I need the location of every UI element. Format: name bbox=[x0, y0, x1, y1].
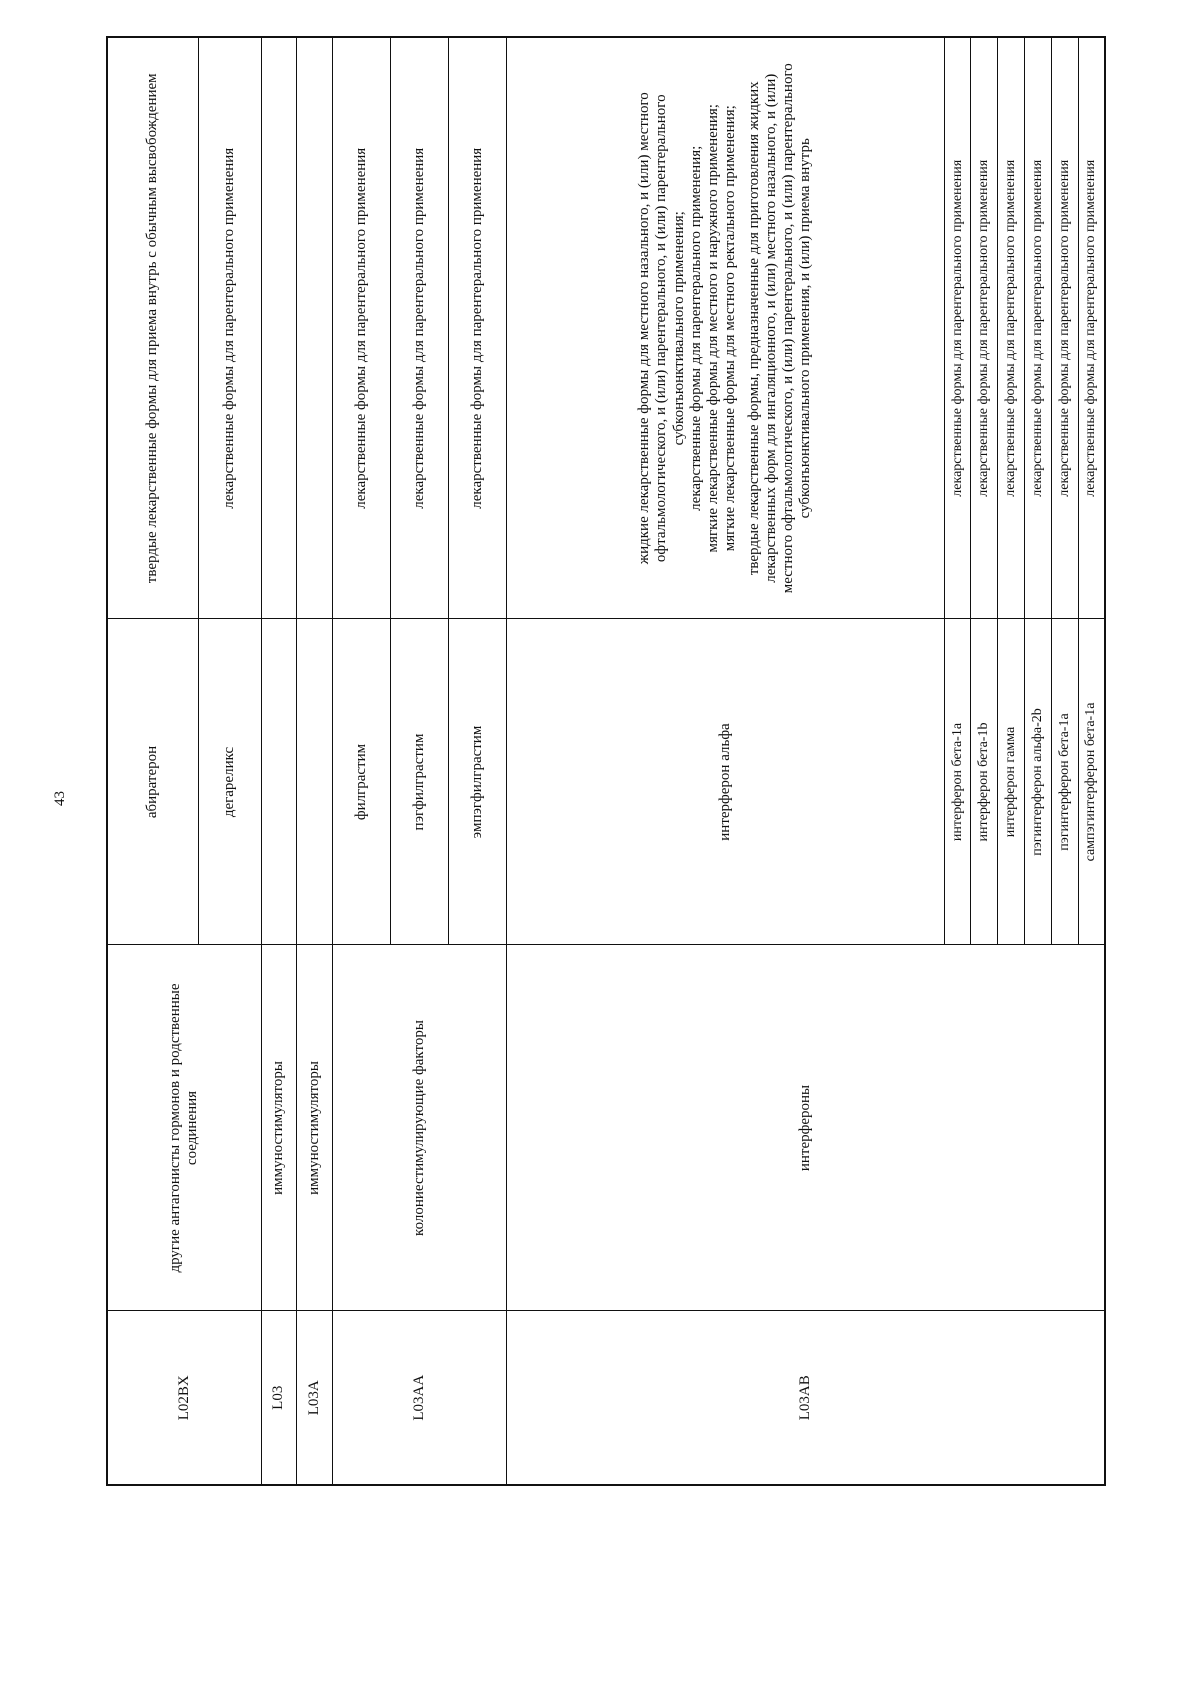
drug-cell: сампэгинтерферон бета-1a bbox=[1078, 619, 1105, 945]
drug-cell: дегареликс bbox=[199, 619, 262, 945]
forms-cell bbox=[297, 37, 333, 619]
forms-cell: лекарственные формы для парентерального применения bbox=[199, 37, 262, 619]
atc-code-cell: L02BX bbox=[107, 1311, 261, 1485]
drug-cell: филграстим bbox=[332, 619, 390, 945]
rotated-table-wrapper bbox=[106, 38, 1106, 1486]
forms-cell: лекарственные формы для парентерального применения bbox=[1051, 37, 1078, 619]
drug-cell: интерферон бета-1b bbox=[971, 619, 998, 945]
drug-cell: интерферон бета-1a bbox=[944, 619, 971, 945]
forms-line: твердые лекарственные формы, предназначенные для приготовления жидких лекарственных форм для ингаляционного, и (или) местного назального, и (или) местного офтальмологического, и (или) парентерального, и (или) парентерального субконъюнктивального применения, и (или) приема внутрь bbox=[745, 63, 814, 594]
group-cell: другие антагонисты гормонов и родственные соединения bbox=[107, 945, 261, 1311]
forms-cell: твердые лекарственные формы для приема внутрь с обычным высвобождением bbox=[107, 37, 199, 619]
forms-line: лекарственные формы для парентерального применения; bbox=[687, 145, 704, 511]
forms-line: мягкие лекарственные формы для местного и наружного применения; bbox=[705, 104, 722, 553]
drug-cell: абиратерон bbox=[107, 619, 199, 945]
group-cell: интерфероны bbox=[507, 945, 1105, 1311]
drug-cell bbox=[261, 619, 297, 945]
forms-line: жидкие лекарственные формы для местного назального, и (или) местного офтальмологического, и (или) парентерального, и (или) парентерального субконъюнктивального применения; bbox=[636, 92, 687, 565]
drug-cell: пэгинтерферон альфа-2b bbox=[1025, 619, 1052, 945]
forms-cell: лекарственные формы для парентерального применения bbox=[391, 37, 449, 619]
drug-cell: пэгфилграстим bbox=[391, 619, 449, 945]
forms-cell-multiline bbox=[507, 37, 945, 619]
forms-cell: лекарственные формы для парентерального применения bbox=[332, 37, 390, 619]
drug-cell: интерферон гамма bbox=[998, 619, 1025, 945]
forms-line: мягкие лекарственные формы для местного ректального применения; bbox=[722, 105, 739, 552]
atc-code-cell: L03AA bbox=[332, 1311, 506, 1485]
atc-code-cell: L03A bbox=[297, 1311, 333, 1485]
forms-cell: лекарственные формы для парентерального применения bbox=[1025, 37, 1052, 619]
drug-cell: пэгинтерферон бета-1a bbox=[1051, 619, 1078, 945]
group-cell: иммуностимуляторы bbox=[297, 945, 333, 1311]
forms-cell: лекарственные формы для парентерального применения bbox=[944, 37, 971, 619]
drug-table bbox=[106, 36, 1106, 1486]
drug-cell bbox=[297, 619, 333, 945]
group-cell: колониестимулирующие факторы bbox=[332, 945, 506, 1311]
atc-code-cell: L03 bbox=[261, 1311, 297, 1485]
group-cell: иммуностимуляторы bbox=[261, 945, 297, 1311]
forms-cell: лекарственные формы для парентерального применения bbox=[971, 37, 998, 619]
forms-cell: лекарственные формы для парентерального применения bbox=[998, 37, 1025, 619]
drug-cell: интерферон альфа bbox=[507, 619, 945, 945]
forms-cell: лекарственные формы для парентерального применения bbox=[449, 37, 507, 619]
forms-cell bbox=[261, 37, 297, 619]
atc-code-cell: L03AB bbox=[507, 1311, 1105, 1485]
drug-cell: эмпэгфилграстим bbox=[449, 619, 507, 945]
page-number: 43 bbox=[52, 791, 68, 806]
forms-cell: лекарственные формы для парентерального применения bbox=[1078, 37, 1105, 619]
